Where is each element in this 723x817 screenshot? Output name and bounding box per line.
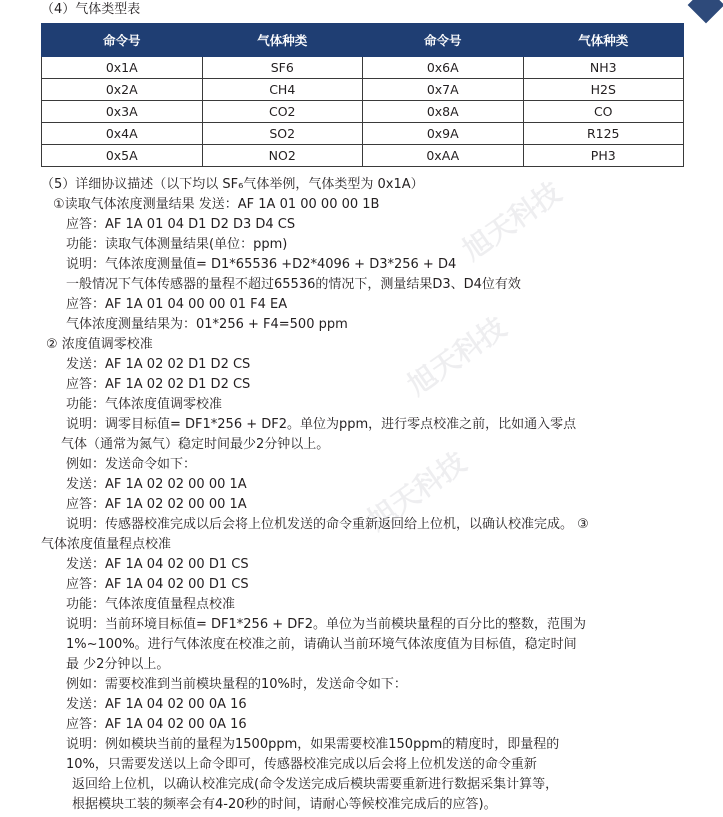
text-line: 说明：气体浓度测量值= D1*65536 +D2*4096 + D3*256 + D4 xyxy=(66,257,457,272)
text-line: 例如：需要校准到当前模块量程的10%时，发送命令如下： xyxy=(66,677,407,692)
table-row xyxy=(42,145,684,167)
text-line: 说明：调零目标值= DF1*256 + DF2。单位为ppm，进行零点校准之前，比如通入零点 xyxy=(66,417,577,432)
table-row xyxy=(42,57,684,79)
text-line: 气体（通常为氮气）稳定时间最少2分钟以上。 xyxy=(61,437,330,452)
watermark-text: 旭天科技 xyxy=(361,445,473,537)
text-line: 例如：发送命令如下： xyxy=(66,457,197,472)
table-cell: 0x1A xyxy=(42,57,203,79)
table-cell: 0x8A xyxy=(363,101,524,123)
header-gas-type: 气体种类 xyxy=(202,24,363,57)
table-cell: R125 xyxy=(523,123,684,145)
text-line: 最 少2分钟以上。 xyxy=(66,657,170,672)
header-command-code: 命令号 xyxy=(42,24,203,57)
text-line: 一般情况下气体传感器的量程不超过65536的情况下，测量结果D3、D4位有效 xyxy=(66,277,521,292)
text-line: 应答：AF 1A 01 04 00 00 01 F4 EA xyxy=(66,297,288,312)
subsection-heading: ①读取气体浓度测量结果 发送：AF 1A 01 00 00 00 1B xyxy=(53,197,380,212)
text-line: 说明：当前环境目标值= DF1*256 + DF2。单位为当前模块量程的百分比的整数，范围为 xyxy=(66,617,587,632)
text-line: 返回给上位机，以确认校准完成(命令发送完成后模块需要重新进行数据采集计算等， xyxy=(72,777,559,792)
table-cell: SF6 xyxy=(202,57,363,79)
table-cell: 0x4A xyxy=(42,123,203,145)
header-command-code: 命令号 xyxy=(363,24,524,57)
gas-type-table xyxy=(41,23,684,167)
text-line: 10%，只需要发送以上命令即可，传感器校准完成以后会将上位机发送的命令重新 xyxy=(66,757,537,772)
subsection-heading: ② 浓度值调零校准 xyxy=(46,337,153,352)
table-cell: 0xAA xyxy=(363,145,524,167)
text-line: 气体浓度测量结果为：01*256 + F4=500 ppm xyxy=(66,317,348,332)
watermark-text: 旭天科技 xyxy=(401,310,513,402)
table-header-row xyxy=(42,24,684,57)
table-cell: 0x3A xyxy=(42,101,203,123)
text-line: 应答：AF 1A 04 02 00 0A 16 xyxy=(66,717,247,732)
text-line: 应答：AF 1A 01 04 D1 D2 D3 D4 CS xyxy=(66,217,296,232)
text-line: 应答：AF 1A 02 02 D1 D2 CS xyxy=(66,377,251,392)
text-line: 应答：AF 1A 02 02 00 00 1A xyxy=(66,497,247,512)
text-line: 1%~100%。进行气体浓度在校准之前，请确认当前环境气体浓度值为目标值，稳定时间 xyxy=(66,637,577,652)
table-cell: 0x5A xyxy=(42,145,203,167)
header-gas-type: 气体种类 xyxy=(523,24,684,57)
table-cell: CO xyxy=(523,101,684,123)
table-cell: 0x2A xyxy=(42,79,203,101)
table-row xyxy=(42,79,684,101)
section-title: （4）气体类型表 xyxy=(41,2,141,17)
table-cell: SO2 xyxy=(202,123,363,145)
table-cell: NH3 xyxy=(523,57,684,79)
text-line: 发送：AF 1A 02 02 D1 D2 CS xyxy=(66,357,251,372)
text-line: 说明：传感器校准完成以后会将上位机发送的命令重新返回给上位机，以确认校准完成。 ③ xyxy=(66,517,589,532)
subsection-heading: 气体浓度值量程点校准 xyxy=(41,537,172,552)
table-cell: NO2 xyxy=(202,145,363,167)
table-row xyxy=(42,123,684,145)
table-cell: PH3 xyxy=(523,145,684,167)
text-line: 根据模块工装的频率会有4-20秒的时间，请耐心等候校准完成后的应答)。 xyxy=(72,797,497,812)
section-heading: （5）详细协议描述（以下均以 SF₆气体举例，气体类型为 0x1A） xyxy=(41,177,424,192)
text-line: 说明：例如模块当前的量程为1500ppm，如果需要校准150ppm的精度时，即量程的 xyxy=(66,737,560,752)
table-cell: H2S xyxy=(523,79,684,101)
table-cell: CO2 xyxy=(202,101,363,123)
text-line: 发送：AF 1A 04 02 00 0A 16 xyxy=(66,697,247,712)
watermark-text: 旭天科技 xyxy=(456,175,568,267)
text-line: 发送：AF 1A 02 02 00 00 1A xyxy=(66,477,247,492)
text-line: 应答：AF 1A 04 02 00 D1 CS xyxy=(66,577,249,592)
table-cell: 0x9A xyxy=(363,123,524,145)
text-line: 功能：气体浓度值调零校准 xyxy=(66,397,223,412)
text-line: 功能：气体浓度值量程点校准 xyxy=(66,597,236,612)
table-cell: 0x6A xyxy=(363,57,524,79)
table-cell: 0x7A xyxy=(363,79,524,101)
text-line: 功能：读取气体测量结果(单位：ppm) xyxy=(66,237,288,252)
table-row xyxy=(42,101,684,123)
text-line: 发送：AF 1A 04 02 00 D1 CS xyxy=(66,557,249,572)
table-cell: CH4 xyxy=(202,79,363,101)
corner-tab-decoration xyxy=(688,0,723,23)
